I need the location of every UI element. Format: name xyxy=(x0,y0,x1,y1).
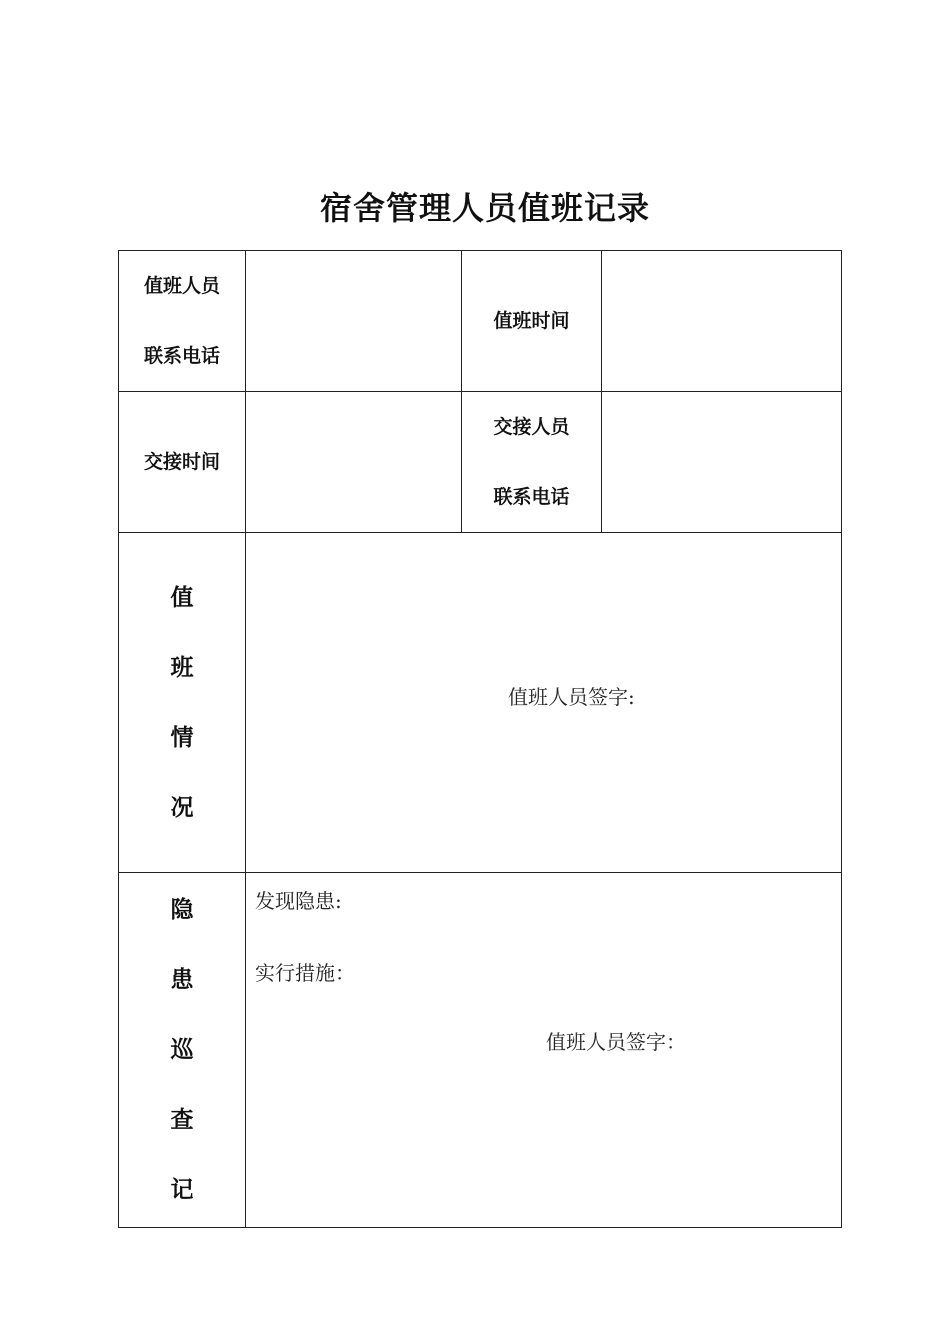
hazard-inspection-label: 隐 患 巡 查 记 xyxy=(119,873,246,1228)
table-row xyxy=(119,251,842,392)
page-title: 宿舍管理人员值班记录 xyxy=(319,189,650,227)
table-row xyxy=(119,873,842,1228)
duty-time-label: 值班时间 xyxy=(462,251,602,392)
hazard-signature-label: 值班人员签字： xyxy=(546,1030,686,1054)
handover-time-label: 交接时间 xyxy=(119,392,246,533)
found-hazard-label: 发现隐患: xyxy=(255,889,342,913)
handover-time-field[interactable] xyxy=(246,392,462,533)
handover-person-contact-field[interactable] xyxy=(602,392,842,533)
duty-signature-label: 值班人员签字: xyxy=(508,685,635,709)
table-row xyxy=(119,392,842,533)
duty-person-label: 值班人员 xyxy=(143,275,220,297)
handover-contact-label: 联系电话 xyxy=(493,486,570,508)
table-row xyxy=(119,533,842,873)
handover-person-label: 交接人员 xyxy=(493,416,570,438)
duty-status-field[interactable] xyxy=(246,533,842,873)
duty-person-contact-label xyxy=(119,251,246,392)
duty-record-table xyxy=(118,250,842,1228)
duty-time-field[interactable] xyxy=(602,251,842,392)
duty-status-label: 值 班 情 况 xyxy=(119,533,246,873)
duty-person-contact-field[interactable] xyxy=(246,251,462,392)
contact-phone-label: 联系电话 xyxy=(143,345,220,367)
hazard-inspection-field[interactable] xyxy=(246,873,842,1228)
measures-label: 实行措施： xyxy=(255,961,355,985)
handover-person-contact-label xyxy=(462,392,602,533)
